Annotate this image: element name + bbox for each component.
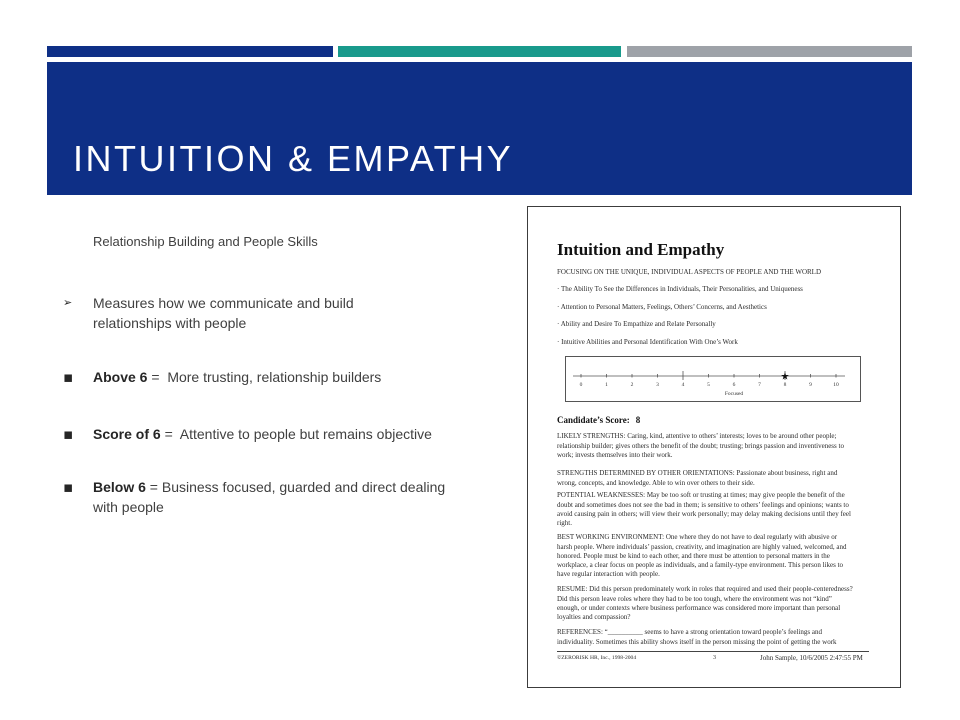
document-list-item: · Attention to Personal Matters, Feelings, Others’ Concerns, and Aesthetics	[557, 303, 767, 311]
document-paragraph	[557, 432, 844, 460]
bullet-bold-label: Score of 6	[93, 426, 161, 442]
scale-tick-label: 10	[833, 382, 839, 388]
square-bullet-icon: ▪	[63, 368, 74, 386]
bullet-text: = Attentive to people but remains objective	[160, 426, 432, 442]
bullet-item	[63, 367, 493, 387]
candidate-score-label: Candidate’s Score:	[557, 415, 630, 425]
document-paragraph-line: loyalties and compassion?	[557, 613, 631, 622]
document-paragraph-line: doubt and sometimes does not see the bad in them; is sensitive to others’ feelings and opinions; wants to	[557, 500, 849, 509]
footer-copyright: ©ZERORISK HR, Inc., 1998-2004	[557, 655, 637, 661]
square-bullet-icon: ▪	[63, 478, 74, 496]
bullet-line	[93, 477, 493, 497]
bullet-line	[93, 367, 493, 387]
document-paragraph-line: relationship builder; gives others the benefit of the doubt; trusting; brings passion and inventiveness to	[557, 441, 844, 450]
document-paragraph-line: honored. People must be kind to each other, and there must be attention to personal matters in the	[557, 551, 830, 560]
scale-tick-label: 1	[605, 382, 608, 388]
bullet-bold-label: Below 6	[93, 479, 146, 495]
document-list-item: · The Ability To See the Differences in Individuals, Their Personalities, and Uniqueness	[557, 285, 803, 293]
scale-tick-label: 2	[630, 382, 634, 388]
bullet-text-continued: with people	[93, 499, 164, 515]
title-banner	[47, 62, 912, 195]
document-paragraph-line: work; invests themselves into their work.	[557, 450, 673, 459]
document-paragraph-line: workplace, a clear focus on people as individuals, and a family-type environment. This person likes to	[557, 561, 844, 570]
scale-tick-label: 7	[758, 382, 761, 388]
square-bullet-icon: ▪	[63, 425, 74, 443]
document-paragraph	[557, 585, 853, 622]
scale-tick-label: 0	[579, 382, 583, 388]
candidate-score	[557, 415, 640, 425]
scale-tick-label: 6	[732, 382, 736, 388]
document-paragraph-line: individuality. Sometimes this ability shows itself in the person missing the point of getting the work	[557, 637, 837, 646]
slide-subtitle: Relationship Building and People Skills	[93, 234, 318, 249]
document-paragraph-line: Did this person leave roles where they had to be too tough, where the environment was not “kind”	[557, 594, 832, 603]
scale-tick-label: 3	[656, 382, 659, 388]
document-paragraph	[557, 628, 837, 647]
document-paragraph-line: enough, or under contexts where business performance was considered more important than personal	[557, 603, 841, 612]
scale-caption: Focused	[724, 391, 744, 397]
slide-title: INTUITION & EMPATHY	[73, 138, 514, 179]
document-list-item: · Ability and Desire To Empathize and Relate Personally	[557, 320, 716, 328]
document-heading: FOCUSING ON THE UNIQUE, INDIVIDUAL ASPECTS OF PEOPLE AND THE WORLD	[557, 268, 821, 276]
scale-tick-label: 8	[783, 382, 787, 388]
accent-bar-blue	[47, 46, 333, 57]
accent-bar-teal	[338, 46, 621, 57]
document-paragraph	[557, 533, 847, 579]
document-paragraph-line: right.	[557, 519, 572, 528]
score-scale-graphic	[566, 357, 860, 401]
candidate-score-value: 8	[635, 415, 641, 425]
document-paragraph-line: POTENTIAL WEAKNESSES: May be too soft or trusting at times; may give people the benefit of the	[557, 491, 845, 500]
bullet-item	[63, 424, 493, 444]
footer-divider	[557, 651, 869, 652]
accent-bar-gray	[627, 46, 912, 57]
document-paragraph-line: avoid causing pain in others; will view their work personally; may delay making decisions until they feel	[557, 509, 851, 518]
document-paragraph	[557, 491, 851, 528]
document-paragraph-line: LIKELY STRENGTHS: Caring, kind, attentive to others’ interests; loves to be around other people;	[557, 432, 837, 441]
score-scale	[565, 356, 861, 402]
document-paragraph	[557, 469, 837, 488]
document-paragraph-line: have regular interaction with people.	[557, 570, 660, 579]
bullet-text: = More trusting, relationship builders	[147, 369, 382, 385]
document-list-item: · Intuitive Abilities and Personal Identification With One’s Work	[557, 338, 738, 346]
document-paragraph-line: wrong, concepts, and knowledge. Able to win over others to their side.	[557, 478, 755, 487]
bullet-item	[63, 477, 493, 517]
scale-tick-label: 5	[707, 382, 710, 388]
document-title: Intuition and Empathy	[557, 240, 725, 259]
document-image	[527, 206, 901, 688]
bullet-text: Measures how we communicate and build	[93, 295, 354, 311]
bullet-text-continued: relationships with people	[93, 315, 247, 331]
document-paragraph-line: REFERENCES: “__________ seems to have a strong orientation toward people’s feelings and	[557, 628, 822, 637]
footer-page-number: 3	[713, 655, 716, 661]
bullet-item	[63, 293, 493, 333]
arrow-bullet-icon: ➢	[63, 296, 73, 309]
scale-tick-label: 4	[681, 382, 685, 388]
document-paragraph-line: BEST WORKING ENVIRONMENT: One where they do not have to deal regularly with abusive or	[557, 533, 838, 542]
document-paragraph-line: RESUME: Did this person predominately work in roles that required and used their people-centeredness?	[557, 585, 853, 594]
bullet-line	[93, 424, 493, 444]
scale-tick-label: 9	[809, 382, 812, 388]
footer-author-date: John Sample, 10/6/2005 2:47:55 PM	[760, 654, 863, 662]
star-icon: ★	[780, 371, 790, 383]
document-paragraph-line: STRENGTHS DETERMINED BY OTHER ORIENTATIONS: Passionate about business, right and	[557, 469, 838, 478]
document-paragraph-line: harsh people. Where individuals’ passion, creativity, and imagination are highly valued, welcomed, and	[557, 542, 847, 551]
bullet-text: = Business focused, guarded and direct dealing	[145, 479, 446, 495]
bullet-bold-label: Above 6	[93, 369, 148, 385]
